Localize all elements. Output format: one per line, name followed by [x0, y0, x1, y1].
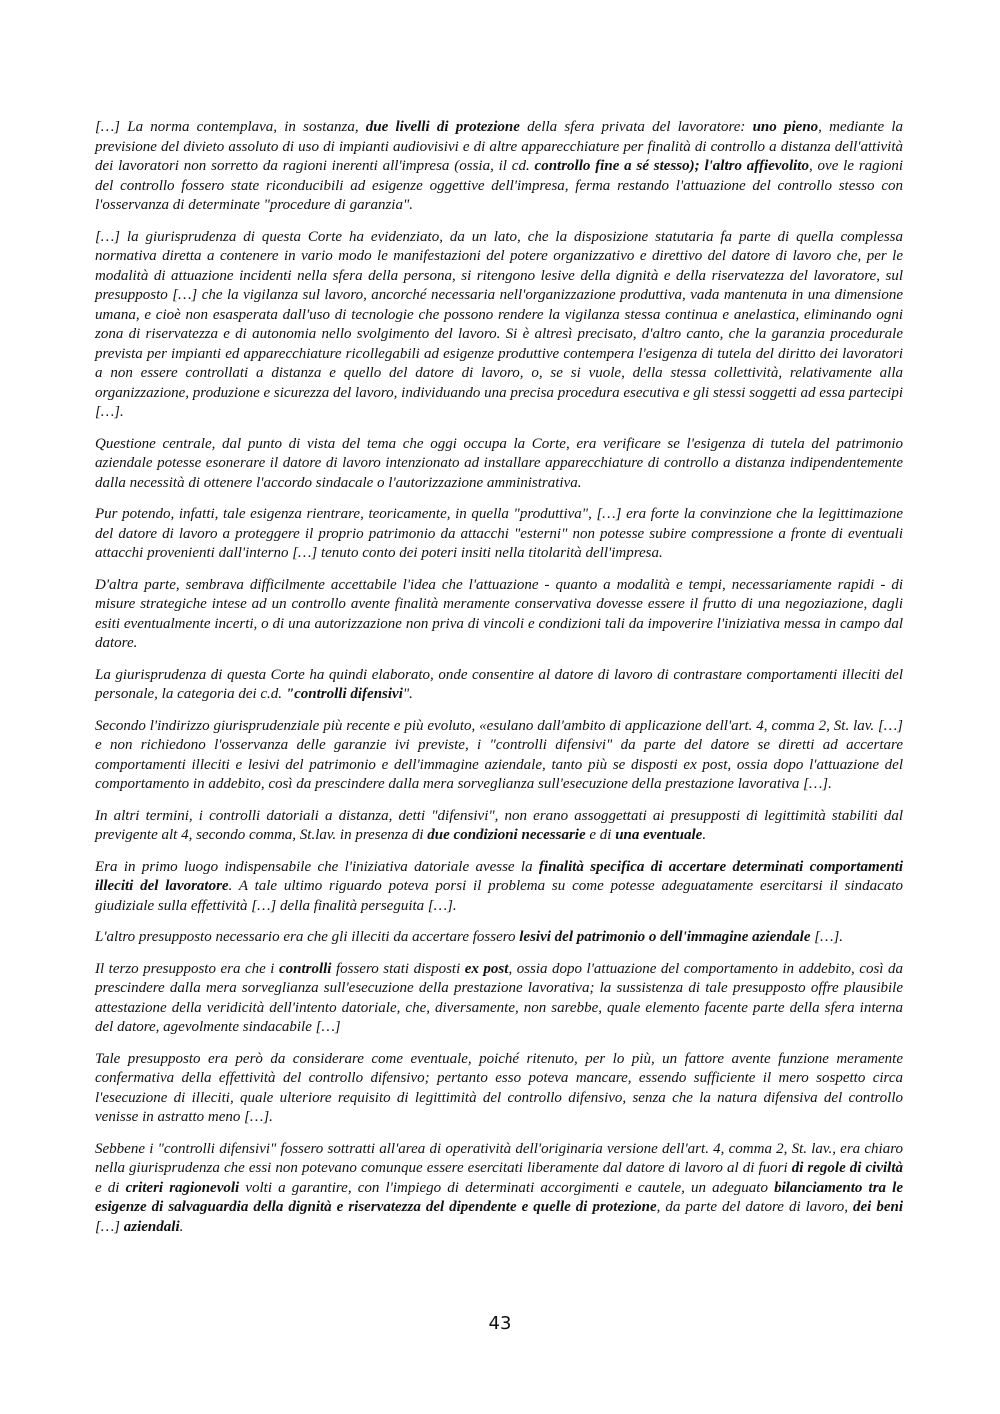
text-run: . — [702, 827, 707, 843]
text-run: […] La norma contemplava, in sostanza, — [95, 119, 366, 135]
paragraph — [95, 666, 903, 705]
paragraph — [95, 118, 903, 216]
paragraph — [95, 717, 903, 795]
text-run: fossero stati disposti — [331, 960, 465, 977]
text-run: , mediante la previsione del divieto assoluto di uso di impianti audiovisivi e di altre apparecchiature per finalità di controllo a distanza dell'attività dei lavoratori non sorretto da ragioni inerenti all'impresa (ossia, il cd. — [95, 119, 903, 174]
text-run: ". — [402, 686, 413, 702]
bold-text: uno pieno — [752, 119, 819, 135]
paragraph — [95, 1140, 903, 1238]
text-run: […] la giurisprudenza di questa Corte ha evidenziato, da un lato, che la disposizione statutaria fa parte di quella complessa normativa diretta a contenere in vario modo le manifestazioni del potere organizzativo e direttivo del datore di lavoro che, per le modalità di attuazione incidenti nella sfera della persona, si ritengono lesive della dignità e della riservatezza del lavoratore, sul presupposto […] che la vigilanza sul lavoro, ancorché necessaria nell'organizzazione produttiva, vada mantenuta in una dimensione umana, e cioè non esasperata dall'uso di tecnologie che possono rendere la vigilanza stessa continua e anelastica, eliminando ogni zona di riservatezza e di autonomia nello svolgimento del lavoro. Si è altresì precisato, d'altro canto, che la garanzia procedurale prevista per impianti ed apparecchiature ricollegabili ad esigenze produttive contempera l'esigenza di tutela del diritto dei lavoratori a non essere controllati a distanza e quello del datore di lavoro, o, se si vuole, della stessa collettività, relativamente alla organizzazione, produzione e sicurezza del lavoro, individuando una precisa procedura esecutiva e gli stessi soggetti ad essa partecipi […]. — [95, 228, 903, 420]
paragraph — [95, 228, 903, 423]
paragraph — [95, 807, 903, 846]
text-run: […] — [95, 1218, 124, 1235]
text-run: Tale presupposto era però da considerare come eventuale, poiché ritenuto, per lo più, un fattore avente funzione meramente confermativa della effettività del controllo difensivo; pertanto esso poteva mancare, essendo sufficiente il mero sospetto circa l'esecuzione di illeciti, quale ulteriore requisito di legittimità del controllo difensivo, senza che la natura difensiva del controllo venisse in astratto meno […]. — [95, 1050, 903, 1125]
text-run: , ossia dopo l'attuazione del comportamento in addebito, così da prescindere dalla mera sorveglianza sull'esecuzione della prestazione lavorativa; la sussistenza di tale presupposto offre plausibile attestazione della veridicità dell'intento datoriale, che, diversamente, non sarebbe, quale elemento facente parte della sfera interna del datore, agevolmente sindacabile […] — [95, 960, 903, 1035]
bold-text: due condizioni necessarie — [427, 827, 586, 843]
bold-text: ex post — [464, 960, 509, 977]
text-run: , da parte del datore di lavoro, — [656, 1199, 853, 1215]
text-run: , ove le ragioni del controllo fossero state riconducibili ad esigenze oggettive dell'impresa, ferma restando l'attuazione del controllo stesso con l'osservanza di determinate "procedure di garanzia". — [95, 158, 903, 213]
document-body — [95, 118, 903, 1249]
text-run: . — [179, 1218, 184, 1235]
text-run: Il terzo presupposto era che i — [95, 960, 279, 977]
bold-text: aziendali — [123, 1218, 180, 1235]
text-run: . A tale ultimo riguardo poteva porsi il problema su come potesse adeguatamente esercitarsi il sindacato giudiziale sulla effettività […] della finalità perseguita […]. — [95, 878, 903, 914]
text-run: e di — [585, 827, 616, 843]
bold-text: bilanciamento tra le esigenze di salvaguardia della dignità e riservatezza del dipendente e quelle di protezione — [95, 1179, 904, 1215]
bold-text: controllo fine a sé stesso); l'altro affievolito — [534, 158, 809, 174]
text-run: Era in primo luogo indispensabile che l'iniziativa datoriale avesse la — [95, 858, 539, 875]
paragraph — [95, 858, 903, 917]
bold-text: dei beni — [853, 1199, 903, 1215]
text-run: e di — [95, 1179, 126, 1196]
paragraph — [95, 960, 903, 1038]
paragraph — [95, 1050, 903, 1128]
text-run: volti a garantire, con l'impiego di determinati accorgimenti e cautele, un adeguato — [239, 1179, 775, 1196]
bold-text: criteri ragionevoli — [125, 1179, 240, 1196]
paragraph — [95, 505, 903, 564]
bold-text: finalità specifica di accertare determinati comportamenti illeciti del lavoratore — [95, 858, 903, 894]
text-run: Questione centrale, dal punto di vista del tema che oggi occupa la Corte, era verificare se l'esigenza di tutela del patrimonio aziendale potesse esonerare il datore di lavoro intenzionato ad installare apparecchiature di controllo a distanza indipendentemente dalla necessità di ottenere l'accordo sindacale o l'autorizzazione amministrativa. — [95, 435, 903, 491]
bold-text: due livelli di protezione — [365, 119, 520, 135]
bold-text: di regole di civiltà — [791, 1160, 904, 1176]
text-run: Sebbene i "controlli difensivi" fossero sottratti all'area di operatività dell'originaria versione dell'art. 4, comma 2, St. lav., era chiaro nella giurisprudenza che essi non potevano comunque essere esercitati liberamente dal datore di lavoro al di fuori — [95, 1140, 903, 1176]
page-number: 43 — [488, 1313, 512, 1334]
text-run: Pur potendo, infatti, tale esigenza rientrare, teoricamente, in quella "produttiva", […] era forte la convinzione che la legittimazione del datore di lavoro a proteggere il proprio patrimonio da attacchi "esterni" non potesse subire compressione a fronte di eventuali attacchi provenienti dall'interno […] tenuto conto dei poteri insiti nella titolarità dell'impresa. — [95, 506, 903, 561]
text-run: […]. — [810, 929, 844, 945]
text-run: D'altra parte, sembrava difficilmente accettabile l'idea che l'attuazione - quanto a modalità e tempi, necessariamente rapidi - di misure strategiche intese ad un controllo avente finalità meramente conservativa dovesse essere il frutto di una negoziazione, dagli esiti eventualmente incerti, o di una autorizzazione non priva di vincoli e condizioni tali da impoverire l'iniziativa messa in campo dal datore. — [95, 576, 903, 651]
text-run: La giurisprudenza di questa Corte ha quindi elaborato, onde consentire al datore di lavoro di contrastare comportamenti illeciti del personale, la categoria dei c.d. — [95, 666, 903, 702]
text-run: L'altro presupposto necessario era che gli illeciti da accertare fossero — [95, 929, 520, 945]
bold-text: lesivi del patrimonio o dell'immagine aziendale — [519, 929, 811, 945]
text-run: In altri termini, i controlli datoriali a distanza, detti "difensivi", non erano assoggettati ai presupposti di legittimità stabiliti dal previgente alt 4, secondo comma, St.lav. in presenza di — [95, 807, 903, 843]
paragraph — [95, 928, 903, 948]
bold-text: "controlli difensivi — [285, 686, 403, 702]
bold-text: una eventuale — [615, 827, 703, 843]
bold-text: controlli — [278, 960, 332, 977]
text-run: Secondo l'indirizzo giurisprudenziale più recente e più evoluto, «esulano dall'ambito di applicazione dell'art. 4, comma 2, St. lav. […] e non richiedono l'osservanza delle garanzie ivi previste, i "controlli difensivi" da parte del datore se diretti ad accertare comportamenti illeciti e lesivi del patrimonio e dell'immagine aziendale, tanto più se disposti ex post, ossia dopo l'attuazione del comportamento in addebito, così da prescindere dalla mera sorveglianza sull'esecuzione della prestazione lavorativa […]. — [95, 717, 903, 792]
paragraph — [95, 435, 903, 494]
text-run: della sfera privata del lavoratore: — [519, 119, 753, 135]
paragraph — [95, 576, 903, 654]
